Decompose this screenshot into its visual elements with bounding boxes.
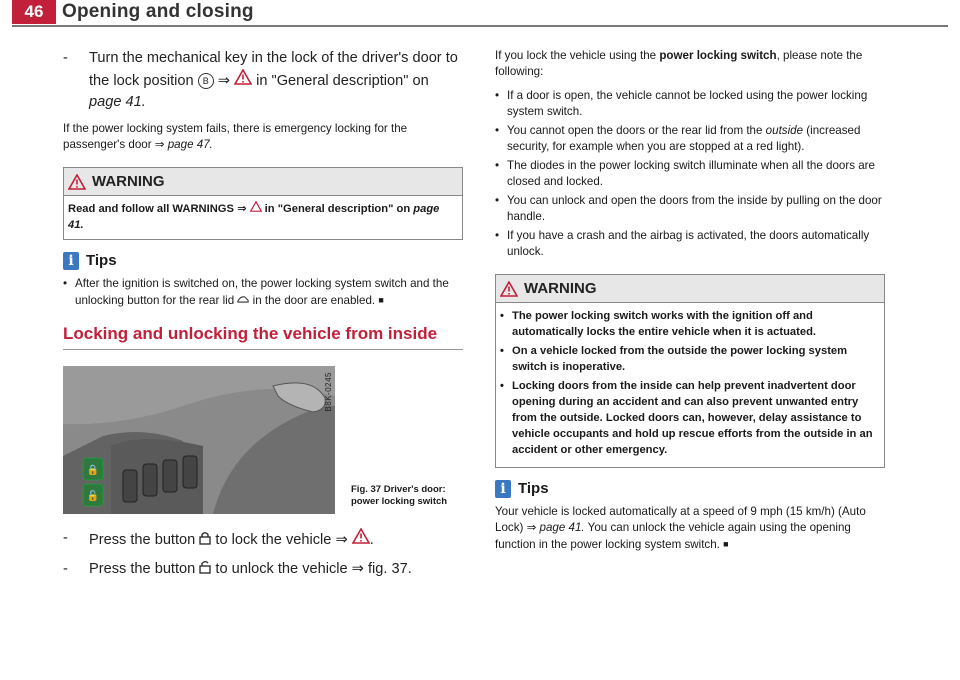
warning-bullet: • The power locking switch works with the ignition off and automatically locks the entire vehicle when it is actuated. bbox=[500, 310, 817, 338]
rear-lid-icon bbox=[237, 295, 249, 304]
tips-title: Tips bbox=[86, 252, 117, 269]
warning-title: WARNING bbox=[92, 173, 165, 190]
section-rule bbox=[63, 349, 463, 350]
unlock-icon bbox=[199, 560, 211, 574]
svg-text:🔓: 🔓 bbox=[86, 491, 100, 502]
list-item: • You cannot open the doors or the rear lid from the outside (increased security, for example when you are stopped at a red light). bbox=[495, 124, 861, 153]
page-reference-link[interactable]: page 47. bbox=[167, 138, 213, 151]
door-panel-illustration bbox=[63, 366, 335, 514]
warning-text bbox=[496, 303, 884, 467]
list-item: • The diodes in the power locking switch illuminate when all the doors are closed and locked. bbox=[495, 159, 875, 188]
warning-title: WARNING bbox=[524, 280, 597, 297]
page-reference-link[interactable]: page 41. bbox=[539, 521, 585, 534]
list-item: • If a door is open, the vehicle cannot be locked using the power locking system switch. bbox=[495, 89, 868, 118]
page-number: 46 bbox=[12, 0, 56, 24]
info-icon: i bbox=[63, 252, 79, 270]
left-column bbox=[63, 48, 463, 588]
end-mark: ■ bbox=[378, 295, 384, 305]
instruction-step-turn-key: - Turn the mechanical key in the lock of the driver's door to the lock position B ⇒ in "General description" on page 41. bbox=[63, 50, 458, 110]
warning-triangle-icon bbox=[352, 528, 370, 544]
lock-icon bbox=[199, 531, 211, 545]
section-title: Locking and unlocking the vehicle from inside bbox=[63, 324, 438, 343]
page-reference-link[interactable]: page 41. bbox=[68, 203, 440, 231]
page-reference-link[interactable]: page 41. bbox=[89, 94, 146, 110]
tips-text: Your vehicle is locked automatically at a speed of 9 mph (15 km/h) (Auto Lock) ⇒ page 41. You can unlock the vehicle again using the opening function in the power locking system switch. ■ bbox=[495, 505, 866, 551]
figure-container bbox=[63, 366, 463, 514]
tips-header bbox=[495, 480, 885, 498]
figure-code: B8K-0245 bbox=[324, 372, 333, 412]
instruction-step-lock: - Press the button to lock the vehicle ⇒ . bbox=[63, 530, 374, 548]
chapter-title: Opening and closing bbox=[62, 1, 254, 22]
list-item: • If you have a crash and the airbag is activated, the doors automatically unlock. bbox=[495, 229, 870, 258]
warning-text: Read and follow all WARNINGS ⇒ in "General description" on page 41. bbox=[68, 203, 440, 231]
warning-triangle-icon bbox=[250, 201, 262, 212]
svg-text:🔒: 🔒 bbox=[86, 465, 100, 476]
warning-header bbox=[496, 275, 884, 303]
figure-caption: Fig. 37 Driver's door: power locking switch bbox=[351, 484, 448, 507]
tips-title: Tips bbox=[518, 480, 549, 497]
warning-triangle-icon bbox=[68, 174, 86, 190]
warning-triangle-icon bbox=[500, 281, 518, 297]
info-icon: i bbox=[495, 480, 511, 498]
header-rule bbox=[12, 25, 948, 27]
step-dash: - bbox=[63, 50, 68, 66]
warning-box bbox=[63, 167, 463, 240]
page-header bbox=[0, 0, 960, 26]
instruction-step-unlock: - Press the button to unlock the vehicle ⇒ fig. 37. bbox=[63, 561, 412, 577]
warning-triangle-icon bbox=[234, 69, 252, 85]
list-item: • You can unlock and open the doors from the inside by pulling on the door handle. bbox=[495, 194, 882, 223]
warning-header bbox=[64, 168, 462, 196]
warning-box bbox=[495, 274, 885, 468]
warning-bullet: • On a vehicle locked from the outside the power locking system switch is inoperative. bbox=[500, 345, 848, 373]
warning-bullet: • Locking doors from the inside can help prevent inadvertent door opening during an accident and can also prevent unwanted entry from the outside. Locked doors can, however, delay assistance to vehicle occupants and hold up rescue efforts from the outside in an accident or other emergency. bbox=[500, 380, 873, 456]
tips-header bbox=[63, 252, 463, 270]
door-switch-figure bbox=[63, 366, 335, 514]
end-mark: ■ bbox=[723, 539, 729, 549]
power-locking-intro: If you lock the vehicle using the power locking switch, please note the following: bbox=[495, 49, 863, 78]
tips-bullet: • After the ignition is switched on, the power locking system switch and the unlocking button for the rear lid in the door are enabled. ■ bbox=[63, 277, 449, 307]
lock-position-symbol: B bbox=[198, 73, 214, 89]
emergency-locking-paragraph: If the power locking system fails, there is emergency locking for the passenger's door ⇒ page 47. bbox=[63, 122, 408, 151]
right-column bbox=[495, 48, 885, 561]
